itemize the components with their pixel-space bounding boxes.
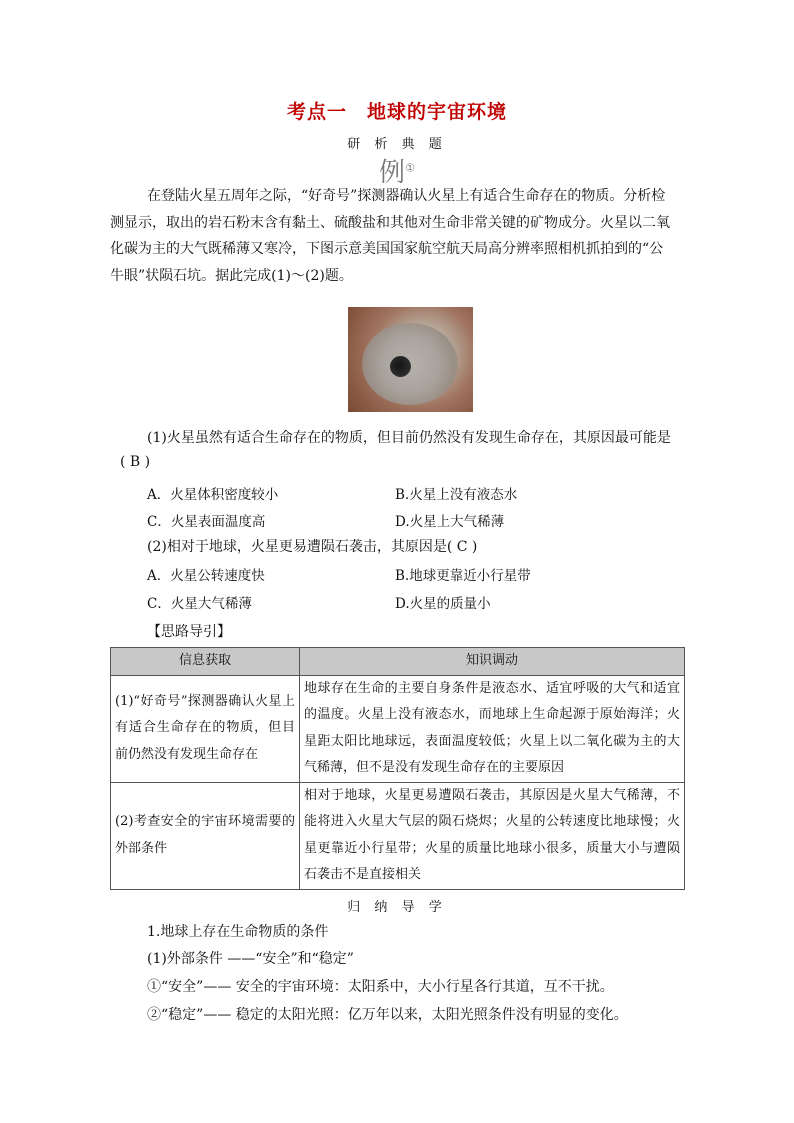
question-2-option-b: B.地球更靠近小行星带 <box>395 568 531 584</box>
question-1-stem: (1)火星虽然有适合生命存在的物质，但目前仍然没有发现生命存在，其原因最可能是 <box>147 430 671 446</box>
summary-external-conditions: (1)外部条件 ——“安全”和“稳定” <box>147 951 354 967</box>
table-cell-info: (2)考查安全的宇宙环境需要的外部条件 <box>111 782 300 889</box>
guide-table-header-info: 信息获取 <box>111 648 300 676</box>
question-1-option-c: C．火星表面温度高 <box>147 514 266 530</box>
guide-table <box>110 647 685 890</box>
page-title: 考点一 地球的宇宙环境 <box>286 101 507 123</box>
summary-safe: ①“安全”—— 安全的宇宙环境：太阳系中，大小行星各行其道，互不干扰。 <box>147 979 614 995</box>
guide-table-header-row <box>111 648 685 676</box>
example-label-text: 例 <box>379 158 406 188</box>
table-cell-info: (1)“好奇号”探测器确认火星上有适合生命存在的物质，但目前仍然没有发现生命存在 <box>111 675 300 782</box>
question-1-answer: ( B ) <box>120 454 151 470</box>
table-cell-knowledge: 相对于地球，火星更易遭陨石袭击，其原因是火星大气稀薄，不能将进入火星大气层的陨石烧烬；火星的公转速度比地球慢；火星更靠近小行星带；火星的质量比地球小很多，质量大小与遭陨石袭击不是直接相关 <box>300 782 685 889</box>
intro-line-1: 在登陆火星五周年之际，“好奇号”探测器确认火星上有适合生命存在的物质。分析检 <box>147 188 666 204</box>
question-2-option-c: C．火星大气稀薄 <box>147 596 252 612</box>
summary-point-1: 1.地球上存在生命物质的条件 <box>147 924 329 940</box>
question-1-option-d: D.火星上大气稀薄 <box>395 514 505 530</box>
question-2-option-d: D.火星的质量小 <box>395 596 491 612</box>
intro-line-4: 牛眼”状陨石坑。据此完成(1)～(2)题。 <box>110 267 353 284</box>
crater-photo <box>348 307 473 412</box>
table-row <box>111 782 685 889</box>
section-heading-summary: 归 纳 导 学 <box>347 900 447 915</box>
intro-paragraph <box>110 183 686 289</box>
question-1-option-a: A．火星体积密度较小 <box>147 487 279 503</box>
example-marker: ① <box>405 161 415 175</box>
guide-table-header-knowledge: 知识调动 <box>300 648 685 676</box>
question-2-stem: (2)相对于地球，火星更易遭陨石袭击，其原因是( C ) <box>147 539 478 555</box>
intro-line-2: 测显示，取出的岩石粉末含有黏土、硫酸盐和其他对生命非常关键的矿物成分。火星以二氧 <box>110 214 670 231</box>
section-heading-analysis: 研 析 典 题 <box>347 137 447 152</box>
table-row <box>111 675 685 782</box>
summary-stable: ②“稳定”—— 稳定的太阳光照：亿万年以来，太阳光照条件没有明显的变化。 <box>147 1007 628 1023</box>
question-1-option-b: B.火星上没有液态水 <box>395 487 518 503</box>
guide-label: 【思路导引】 <box>147 624 231 640</box>
table-cell-knowledge: 地球存在生命的主要自身条件是液态水、适宜呼吸的大气和适宜的温度。火星上没有液态水，而地球上生命起源于原始海洋；火星距太阳比地球远，表面温度较低；火星上以二氧化碳为主的大气稀薄，但不是没有发现生命存在的主要原因 <box>300 675 685 782</box>
crater-hole <box>390 356 411 377</box>
question-2-option-a: A．火星公转速度快 <box>147 568 265 584</box>
intro-line-3: 化碳为主的大气既稀薄又寒冷，下图示意美国国家航空航天局高分辨率照相机抓拍到的“公 <box>110 241 664 257</box>
